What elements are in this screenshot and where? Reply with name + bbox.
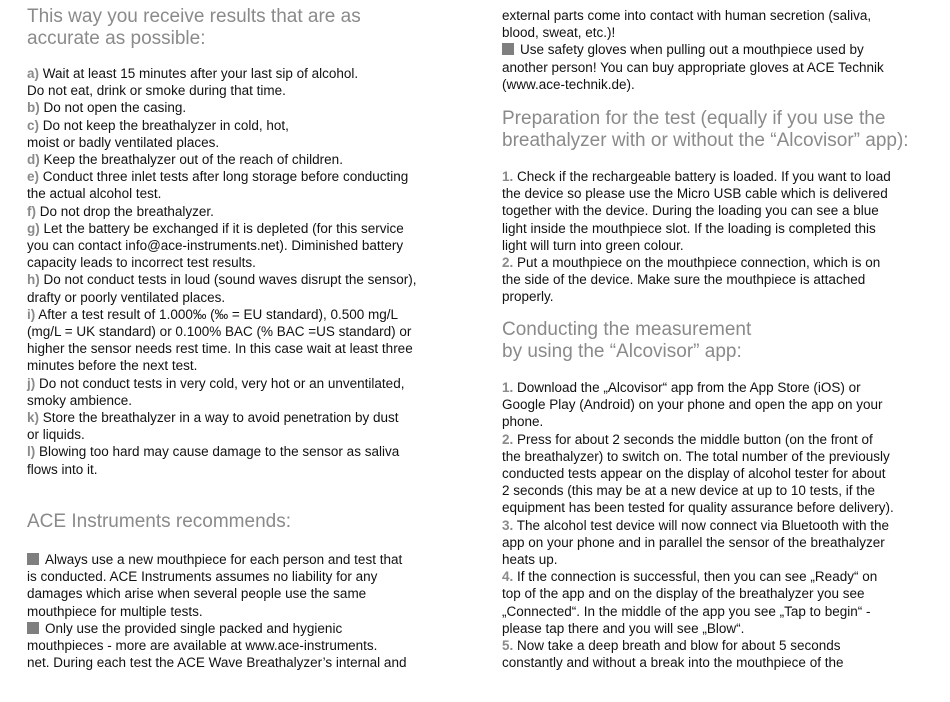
bullet-square-icon bbox=[27, 622, 39, 634]
tip-h bbox=[27, 271, 467, 305]
step-text: properly. bbox=[502, 289, 554, 305]
accuracy-heading-line: accurate as possible: bbox=[27, 28, 206, 49]
step-text: heats up. bbox=[502, 552, 558, 568]
step-text: the breathalyzer) to switch on. The total number of the previously bbox=[502, 448, 890, 464]
measurement-heading bbox=[502, 319, 932, 363]
tip-text: capacity leads to incorrect test results. bbox=[27, 255, 256, 271]
measure-step-3 bbox=[502, 517, 932, 569]
tip-label: j) bbox=[27, 375, 36, 391]
tip-text: the actual alcohol test. bbox=[27, 186, 162, 202]
recommends-list bbox=[27, 551, 467, 671]
tip-text: Blowing too hard may cause damage to the sensor as saliva bbox=[35, 444, 400, 460]
tip-label: d) bbox=[27, 152, 40, 168]
tip-text: flows into it. bbox=[27, 461, 98, 477]
tip-a bbox=[27, 65, 467, 99]
preparation-steps bbox=[502, 168, 932, 306]
recommend-item bbox=[27, 551, 467, 620]
tip-label: a) bbox=[27, 66, 40, 81]
recommend-text: mouthpiece for multiple tests. bbox=[27, 603, 203, 619]
tip-label: i) bbox=[27, 306, 36, 322]
step-text: constantly and without a break into the mouthpiece of the bbox=[502, 655, 844, 671]
step-text: phone. bbox=[502, 414, 544, 430]
step-number: 1. bbox=[502, 169, 514, 184]
step-text: together with the device. During the loading you can see a blue bbox=[502, 203, 879, 219]
accuracy-heading bbox=[27, 6, 467, 50]
step-number: 2. bbox=[502, 431, 514, 447]
tip-text: Let the battery be exchanged if it is depleted (for this service bbox=[39, 220, 404, 236]
recommend-text: Only use the provided single packed and hygienic bbox=[45, 620, 343, 636]
accuracy-heading-line: This way you receive results that are as bbox=[27, 6, 361, 27]
tip-text: Conduct three inlet tests after long storage before conducting bbox=[39, 169, 409, 185]
measure-step-4 bbox=[502, 568, 932, 637]
tip-label: c) bbox=[27, 117, 40, 133]
tip-j bbox=[27, 375, 467, 409]
tip-text: Do not eat, drink or smoke during that time. bbox=[27, 83, 286, 99]
recommend-text: is conducted. ACE Instruments assumes no liability for any bbox=[27, 569, 378, 585]
tip-e bbox=[27, 168, 467, 202]
gloves-text: Use safety gloves when pulling out a mouthpiece used by bbox=[520, 42, 864, 58]
tip-text: Do not conduct tests in very cold, very hot or an unventilated, bbox=[35, 375, 405, 391]
step-text: app on your phone and in parallel the sensor of the breathalyzer bbox=[502, 534, 885, 550]
tip-text: Do not open the casing. bbox=[39, 100, 187, 116]
step-text: Press for about 2 seconds the middle button (on the front of bbox=[513, 431, 873, 447]
tip-text: (mg/L = UK standard) or 0.100% BAC (% BAC =US standard) or bbox=[27, 324, 412, 340]
recommend-item bbox=[27, 620, 467, 672]
tip-label: e) bbox=[27, 169, 40, 185]
tip-text: smoky ambience. bbox=[27, 392, 133, 408]
step-number: 4. bbox=[502, 569, 514, 585]
recommends-heading: ACE Instruments recommends: bbox=[27, 511, 291, 532]
step-text: If the connection is successful, then you can see „Ready“ on bbox=[513, 569, 878, 585]
preparation-heading-line: Preparation for the test (equally if you use the bbox=[502, 108, 886, 129]
step-text: equipment has been tested for quality assurance before delivery). bbox=[502, 500, 894, 516]
warning-text: blood, sweat, etc.)! bbox=[502, 25, 616, 41]
tip-label: g) bbox=[27, 220, 40, 236]
tip-text: Wait at least 15 minutes after your last sip of alcohol. bbox=[39, 66, 359, 81]
step-number: 5. bbox=[502, 638, 514, 654]
tip-f bbox=[27, 203, 467, 220]
tip-text: Do not drop the breathalyzer. bbox=[36, 203, 214, 219]
tip-text: After a test result of 1.000‰ (‰ = EU standard), 0.500 mg/L bbox=[35, 306, 399, 322]
tip-text: minutes before the next test. bbox=[27, 358, 198, 374]
measurement-heading-line: Conducting the measurement bbox=[502, 319, 752, 340]
recommend-text: net. During each test the ACE Wave Breathalyzer’s internal and bbox=[27, 655, 407, 671]
tip-text: higher the sensor needs rest time. In this case wait at least three bbox=[27, 341, 413, 357]
step-text: Google Play (Android) on your phone and open the app on your bbox=[502, 397, 883, 413]
step-number: 1. bbox=[502, 380, 514, 395]
tip-text: Do not conduct tests in loud (sound waves disrupt the sensor), bbox=[39, 272, 417, 288]
step-text: Put a mouthpiece on the mouthpiece connection, which is on bbox=[513, 255, 881, 271]
tip-text: you can contact info@ace-instruments.net). Diminished battery bbox=[27, 238, 404, 254]
step-text: conducted tests appear on the display of alcohol tester for about bbox=[502, 466, 886, 482]
prep-step-2 bbox=[502, 254, 932, 306]
tip-label: f) bbox=[27, 203, 36, 219]
step-text: please tap there and you will see „Blow“. bbox=[502, 620, 745, 636]
step-text: light inside the mouthpiece slot. If the loading is completed this bbox=[502, 220, 876, 236]
tip-g bbox=[27, 220, 467, 272]
step-number: 2. bbox=[502, 255, 514, 271]
recommend-text: damages which arise when several people use the same bbox=[27, 586, 367, 602]
preparation-heading bbox=[502, 108, 932, 152]
step-text: the device so please use the Micro USB cable which is delivered bbox=[502, 186, 888, 202]
tip-k bbox=[27, 409, 467, 443]
step-number: 3. bbox=[502, 517, 514, 533]
recommend-text: mouthpieces - more are available at www.ace-instruments. bbox=[27, 638, 378, 654]
tip-i bbox=[27, 306, 467, 375]
accuracy-tips bbox=[27, 65, 467, 478]
gloves-text: another person! You can buy appropriate gloves at ACE Technik bbox=[502, 59, 884, 75]
step-text: „Connected“. In the middle of the app you see „Tap to begin“ - bbox=[502, 603, 871, 619]
bullet-square-icon bbox=[27, 553, 39, 565]
recommend-text: Always use a new mouthpiece for each person and test that bbox=[45, 552, 403, 567]
measurement-steps bbox=[502, 379, 932, 671]
step-text: light will turn into green colour. bbox=[502, 237, 684, 253]
step-text: 2 seconds (this may be at a new device at up to 10 tests, if the bbox=[502, 483, 875, 499]
tip-label: k) bbox=[27, 410, 40, 426]
measure-step-2 bbox=[502, 431, 932, 517]
tip-text: drafty or poorly ventilated places. bbox=[27, 289, 226, 305]
tip-label: b) bbox=[27, 100, 40, 116]
step-text: the side of the device. Make sure the mouthpiece is attached bbox=[502, 272, 866, 288]
tip-label: h) bbox=[27, 272, 40, 288]
tip-text: Keep the breathalyzer out of the reach of children. bbox=[39, 152, 343, 168]
secretion-warning bbox=[502, 7, 932, 93]
tip-label: l) bbox=[27, 444, 36, 460]
gloves-text: (www.ace-technik.de). bbox=[502, 76, 635, 92]
tip-l bbox=[27, 443, 467, 477]
measurement-heading-line: by using the “Alcovisor” app: bbox=[502, 341, 742, 362]
measure-step-1 bbox=[502, 379, 932, 431]
tip-text: or liquids. bbox=[27, 427, 85, 443]
step-text: Download the „Alcovisor“ app from the App Store (iOS) or bbox=[513, 380, 861, 395]
tip-b bbox=[27, 99, 467, 116]
warning-text: external parts come into contact with human secretion (saliva, bbox=[502, 8, 872, 23]
tip-d bbox=[27, 151, 467, 168]
step-text: The alcohol test device will now connect via Bluetooth with the bbox=[513, 517, 889, 533]
tip-c bbox=[27, 117, 467, 151]
preparation-heading-line: breathalyzer with or without the “Alcovisor” app): bbox=[502, 130, 909, 151]
tip-text: moist or badly ventilated places. bbox=[27, 134, 220, 150]
step-text: Check if the rechargeable battery is loaded. If you want to load bbox=[513, 169, 891, 184]
tip-text: Do not keep the breathalyzer in cold, hot, bbox=[39, 117, 289, 133]
step-text: top of the app and on the display of the breathalyzer you see bbox=[502, 586, 865, 602]
bullet-square-icon bbox=[502, 43, 514, 55]
step-text: Now take a deep breath and blow for about 5 seconds bbox=[513, 638, 841, 654]
tip-text: Store the breathalyzer in a way to avoid penetration by dust bbox=[39, 410, 399, 426]
measure-step-5 bbox=[502, 637, 932, 671]
prep-step-1 bbox=[502, 168, 932, 254]
